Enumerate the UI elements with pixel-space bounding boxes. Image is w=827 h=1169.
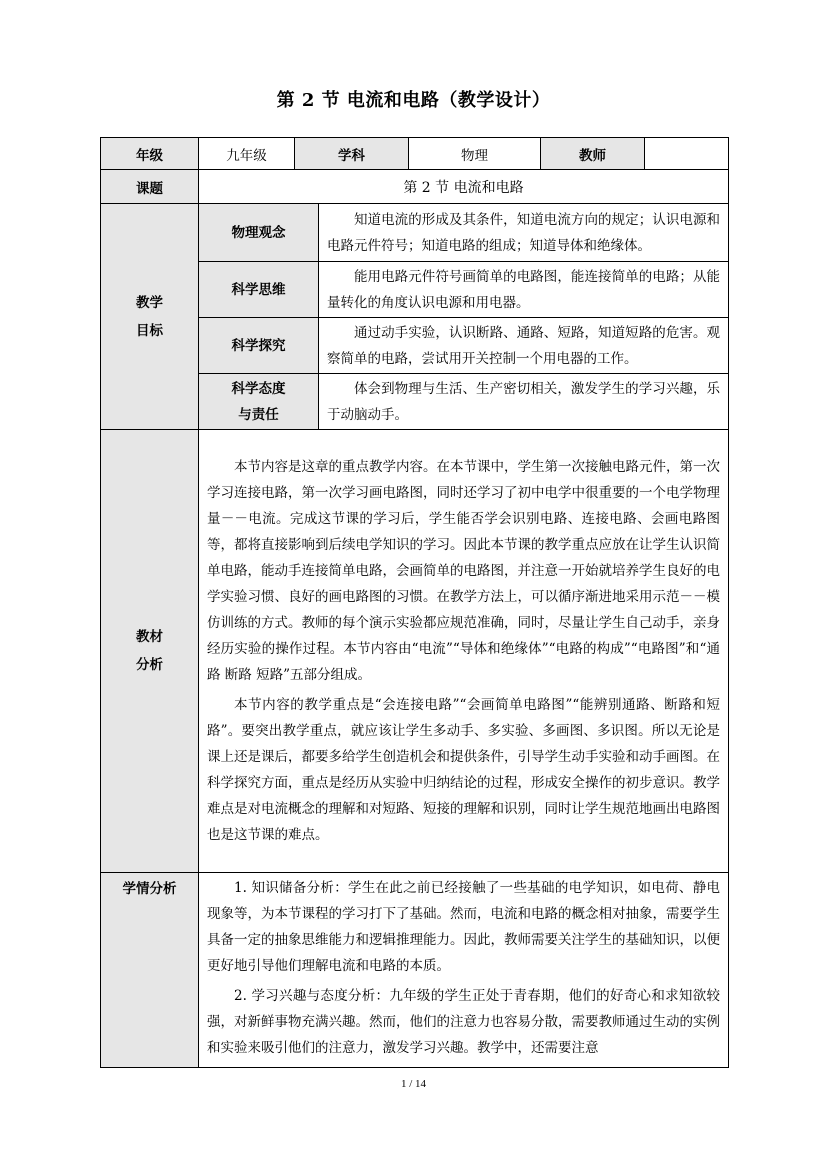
objective-name: 物理观念	[199, 204, 319, 262]
objective-text	[319, 204, 729, 262]
objective-text-content: 体会到物理与生活、生产密切相关，激发学生的学习兴趣，乐于动脑动手。	[327, 380, 720, 423]
page-title: 第 2 节 电流和电路（教学设计）	[276, 90, 551, 111]
objective-row-1	[101, 204, 729, 262]
page-number: 1 / 14	[400, 1078, 427, 1090]
header-row	[101, 138, 729, 170]
textbook-analysis-row	[101, 430, 729, 873]
objectives-label	[101, 204, 199, 430]
subject-value: 物理	[409, 138, 541, 170]
objective-text	[319, 374, 729, 430]
textbook-analysis-label-line2: 分析	[136, 657, 163, 673]
teacher-label: 教师	[541, 138, 645, 170]
student-analysis-row	[101, 873, 729, 1068]
objectives-label-line2: 目标	[136, 322, 163, 339]
objective-name-line1: 科学态度	[231, 380, 286, 397]
objective-text-content: 知道电流的形成及其条件，知道电流方向的规定；认识电源和电路元件符号；知道电路的组成；知道导体和绝缘体。	[327, 211, 720, 254]
textbook-analysis-label-line1: 教材	[136, 629, 163, 645]
grade-label: 年级	[101, 138, 199, 170]
student-analysis-label: 学情分析	[101, 873, 199, 1068]
objective-text	[319, 318, 729, 374]
objective-text	[319, 262, 729, 318]
objective-name: 科学思维	[199, 262, 319, 318]
teacher-value	[645, 138, 729, 170]
textbook-analysis-paragraph-2: 本节内容的教学重点是“会连接电路”“会画简单电路图”“能辨别通路、断路和短路”。要突出教学重点，就应该让学生多动手、多实验、多画图、多识图。所以无论是课上还是课后，都要多给学生创造机会和提供条件，引导学生动手实验和动手画图。在科学探究方面，重点是经历从实验中归纳结论的过程，形成安全操作的初步意识。教学难点是对电流概念的理解和对短路、短接的理解和识别，同时让学生规范地画出电路图也是这节课的难点。	[207, 697, 720, 843]
objective-name-line2: 与责任	[238, 406, 279, 423]
objective-text-content: 通过动手实验，认识断路、通路、短路，知道短路的危害。观察简单的电路，尝试用开关控制一个用电器的工作。	[327, 324, 720, 367]
objectives-label-line1: 教学	[136, 294, 163, 311]
grade-value: 九年级	[199, 138, 295, 170]
lesson-plan-table	[100, 137, 729, 1068]
textbook-analysis-label	[101, 430, 199, 873]
student-analysis-paragraph-2: 2. 学习兴趣与态度分析：九年级的学生正处于青春期，他们的好奇心和求知欲较强，对新鲜事物充满兴趣。然而，他们的注意力也容易分散，需要教师通过生动的实例和实验来吸引他们的注意力，激发学习兴趣。教学中，还需要注意	[207, 988, 720, 1056]
topic-label: 课题	[101, 170, 199, 204]
objective-name: 科学探究	[199, 318, 319, 374]
student-analysis-paragraph-1: 1. 知识储备分析：学生在此之前已经接触了一些基础的电学知识，如电荷、静电现象等，为本节课程的学习打下了基础。然而，电流和电路的概念相对抽象，需要学生具备一定的抽象思维能力和逻辑推理能力。因此，教师需要关注学生的基础知识，以便更好地引导他们理解电流和电路的本质。	[207, 880, 720, 974]
topic-row	[101, 170, 729, 204]
objective-name	[199, 374, 319, 430]
objective-text-content: 能用电路元件符号画简单的电路图，能连接简单的电路；从能量转化的角度认识电源和用电器。	[327, 268, 720, 311]
student-analysis-content	[199, 873, 729, 1068]
subject-label: 学科	[295, 138, 409, 170]
textbook-analysis-content	[199, 430, 729, 873]
textbook-analysis-paragraph-1: 本节内容是这章的重点教学内容。在本节课中，学生第一次接触电路元件，第一次学习连接电路，第一次学习画电路图，同时还学习了初中电学中很重要的一个电学物理量－－电流。完成这节课的学习后，学生能否学会识别电路、连接电路、会画电路图等，都将直接影响到后续电学知识的学习。因此本节课的教学重点应放在让学生认识简单电路，能动手连接简单电路，会画简单的电路图，并注意一开始就培养学生良好的电学实验习惯、良好的画电路图的习惯。在教学方法上，可以循序渐进地采用示范－－模仿训练的方式。教师的每个演示实验都应规范准确，同时，尽量让学生自己动手，亲身经历实验的操作过程。本节内容由“电流”“导体和绝缘体”“电路的构成”“电路图”和“通路 断路 短路”五部分组成。	[207, 459, 720, 683]
topic-value: 第 2 节 电流和电路	[199, 170, 729, 204]
